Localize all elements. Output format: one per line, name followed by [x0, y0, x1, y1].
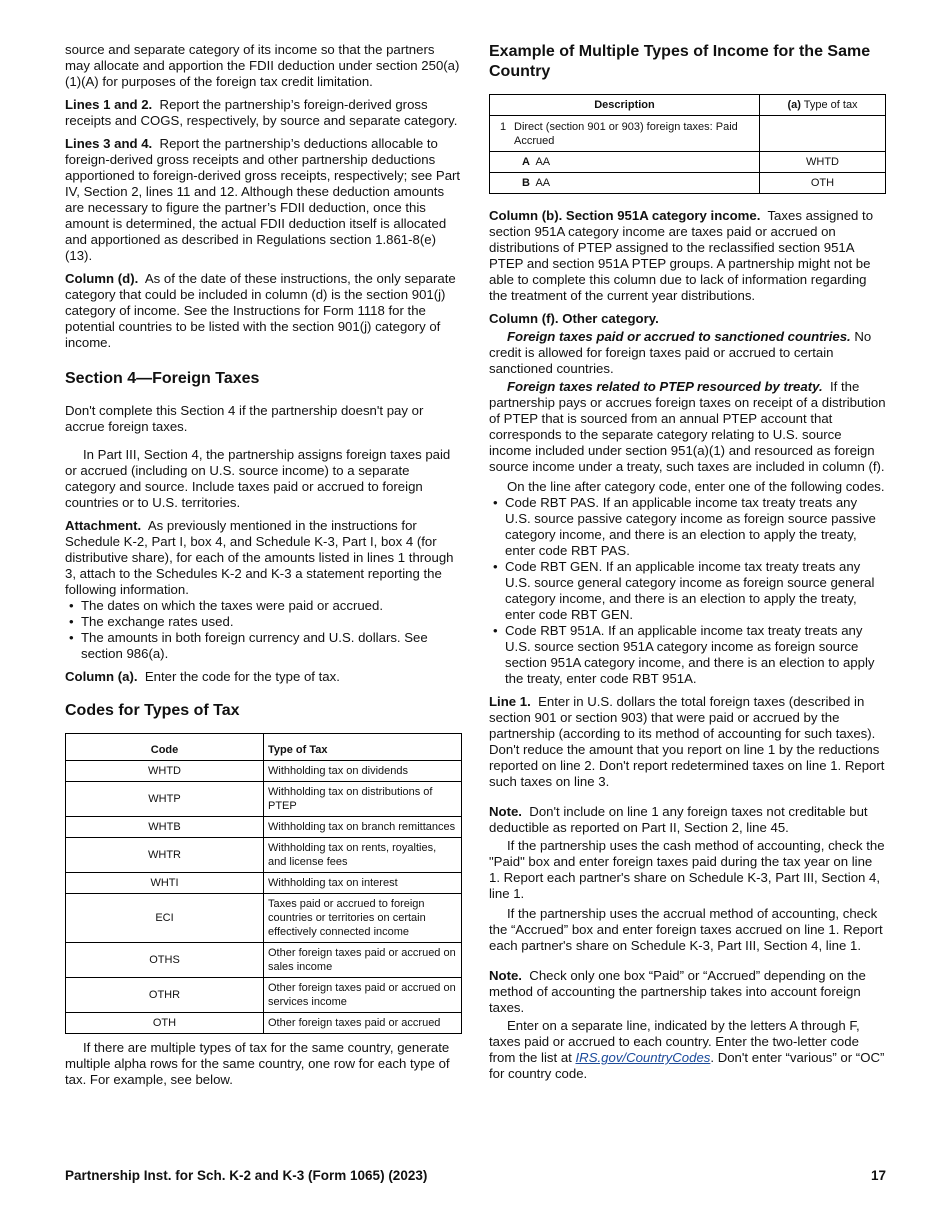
- rbt-code-list: [489, 495, 886, 687]
- code-cell: ECI: [66, 894, 264, 943]
- left-column: [65, 42, 462, 1095]
- line-number: 1: [500, 120, 507, 133]
- table-row: [490, 116, 886, 152]
- table-header-row: [66, 734, 462, 761]
- note-1-text: Don't include on line 1 any foreign taxes not creditable but deductible as reported on Part II, Section 2, line 45.: [489, 804, 868, 835]
- note-2-paragraph: [489, 968, 886, 1016]
- cash-method-paragraph: If the partnership uses the cash method of accounting, check the "Paid" box and enter foreign taxes paid during the tax year on line 1. Report each partner's share on Schedule K-3, Part III, Section 4, line 1.: [489, 838, 885, 901]
- section-4-intro: Don't complete this Section 4 if the partnership doesn't pay or accrue foreign taxes.: [65, 403, 424, 434]
- right-column: [489, 42, 886, 1089]
- code-cell: WHTD: [66, 761, 264, 782]
- type-cell: Withholding tax on dividends: [264, 761, 462, 782]
- type-cell: Withholding tax on interest: [264, 873, 462, 894]
- column-b-heading: Column (b). Section 951A category income.: [489, 208, 761, 223]
- ptep-paragraph: [489, 379, 886, 475]
- column-d-paragraph: [65, 271, 462, 351]
- code-cell: OTH: [66, 1013, 264, 1034]
- code-cell: WHTR: [66, 838, 264, 873]
- note-2-heading: Note.: [489, 968, 522, 983]
- type-column-header: Type of Tax: [264, 734, 462, 761]
- line-1-heading: Line 1.: [489, 694, 531, 709]
- sanctioned-heading: Foreign taxes paid or accrued to sanctioned countries.: [507, 329, 851, 344]
- accrual-method-paragraph: If the partnership uses the accrual method of accounting, check the “Accrued” box and enter foreign taxes accrued on line 1. Report each partner's share on Schedule K-3, Part III, Section 4, line 1.: [489, 906, 883, 953]
- line-1-text: Enter in U.S. dollars the total foreign taxes (described in section 901 or section 903) that were paid or accrued by the partnership (according to its method of accounting for such taxes). Don't reduce the amount that you report on line 1 by the reductions reported on line 2. Don't report redetermined taxes on line 1. Report such taxes on line 3.: [489, 694, 885, 789]
- footer-title: Partnership Inst. for Sch. K-2 and K-3 (Form 1065) (2023): [65, 1168, 428, 1183]
- example-table: [489, 94, 886, 194]
- codes-title: Codes for Types of Tax: [65, 702, 240, 719]
- example-title: Example of Multiple Types of Income for the Same Country: [489, 43, 871, 80]
- page-number: 17: [870, 1168, 886, 1183]
- code-cell: WHTI: [66, 873, 264, 894]
- type-cell: Withholding tax on distributions of PTEP: [264, 782, 462, 817]
- table-row: [66, 761, 462, 782]
- description-column-header: Description: [490, 95, 760, 116]
- code-cell: WHTB: [66, 817, 264, 838]
- country-codes-link[interactable]: IRS.gov/CountryCodes: [575, 1050, 711, 1065]
- column-a-text: Enter the code for the type of tax.: [144, 669, 340, 684]
- list-item: • Code RBT 951A. If an applicable income tax treaty treats any U.S. source section 951A category income as foreign source section 951A category income, and there is an election to apply the treaty, enter code RBT 951A.: [489, 623, 886, 687]
- lines-1-2-heading: Lines 1 and 2.: [65, 97, 153, 112]
- attachment-bullet-list: [65, 598, 462, 662]
- column-b-paragraph: [489, 208, 886, 304]
- note-1-heading: Note.: [489, 804, 522, 819]
- lines-3-4-heading: Lines 3 and 4.: [65, 136, 153, 151]
- separate-line-text: Enter on a separate line, indicated by the letters A through F, taxes paid or accrued to each country. Enter the two-letter code from the list at: [489, 1018, 860, 1065]
- type-cell: Withholding tax on branch remittances: [264, 817, 462, 838]
- column-b-text: Taxes assigned to section 951A category income are taxes paid or accrued on distributions of PTEP assigned to the reclassified section 951A PTEP and section 951A PTEP groups. A partnership might not be able to complete this column due to lack of information regarding the treatment of the current year distributions.: [489, 208, 874, 303]
- column-d-heading: Column (d).: [65, 271, 139, 286]
- ptep-heading: Foreign taxes related to PTEP resourced by treaty.: [507, 379, 823, 394]
- row-letter: B: [522, 177, 530, 189]
- country-code: AA: [535, 156, 551, 168]
- multiple-types-paragraph: If there are multiple types of tax for the same country, generate multiple alpha rows for the same country, one row for each type of tax. For example, see below.: [65, 1040, 450, 1087]
- codes-table: [65, 733, 462, 1034]
- line-1-type-cell: [760, 116, 886, 152]
- list-item: • Code RBT PAS. If an applicable income tax treaty treats any U.S. source passive category income as foreign source passive category income, and there is an election to apply the treaty, enter code RBT PAS.: [489, 495, 886, 559]
- attachment-text: As previously mentioned in the instructions for Schedule K-2, Part I, box 4, and Schedule K-3, Part I, box 4 (for distributive share), for each of the amounts listed in lines 1 through 3, attach to the Schedules K-2 and K-3 a statement reporting the following information.: [65, 518, 454, 597]
- row-b-description: [490, 173, 760, 194]
- table-row: [66, 1013, 462, 1034]
- table-row: [66, 782, 462, 817]
- row-b-type: OTH: [760, 173, 886, 194]
- table-row: [66, 838, 462, 873]
- fdii-paragraph: source and separate category of its income so that the partners may allocate and apportion the FDII deduction under section 250(a)(1)(A) for purposes of the foreign tax credit limitation.: [65, 42, 460, 89]
- table-row: [66, 978, 462, 1013]
- list-item: • The amounts in both foreign currency and U.S. dollars. See section 986(a).: [65, 630, 462, 662]
- code-cell: OTHR: [66, 978, 264, 1013]
- attachment-paragraph: [65, 518, 462, 598]
- column-a-paragraph: [65, 669, 462, 685]
- type-cell: Other foreign taxes paid or accrued on services income: [264, 978, 462, 1013]
- type-cell: Taxes paid or accrued to foreign countries or territories on certain effectively connected income: [264, 894, 462, 943]
- lines-3-4-text: Report the partnership’s deductions allocable to foreign-derived gross receipts and other partnership deductions apportioned to foreign-derived gross receipts, respectively; see Part IV, Section 2, lines 11 and 12. Although these deduction amounts are necessary to figure the partner’s FDII deduction, once this amount is determined, the actual FDII deduction itself is allocated and apportioned as described in Regulations section 1.861-8(e)(13).: [65, 136, 461, 263]
- table-row: [66, 943, 462, 978]
- type-cell: Withholding tax on rents, royalties, and license fees: [264, 838, 462, 873]
- line-1-description: [490, 116, 760, 152]
- column-a-label: (a): [787, 99, 801, 111]
- type-of-tax-label: Type of tax: [800, 99, 858, 111]
- attachment-heading: Attachment.: [65, 518, 142, 533]
- line-1-text: Direct (section 901 or 903) foreign taxes: Paid Accrued: [514, 120, 738, 147]
- column-a-heading: Column (a).: [65, 669, 138, 684]
- section-4-title: Section 4—Foreign Taxes: [65, 370, 260, 387]
- lines-1-2-text: Report the partnership’s foreign-derived gross receipts and COGS, respectively, by source and separate category.: [65, 97, 458, 128]
- code-cell: OTHS: [66, 943, 264, 978]
- lines-1-2-paragraph: [65, 97, 462, 129]
- list-item: • Code RBT GEN. If an applicable income tax treaty treats any U.S. source general category income as foreign source general category income, and there is an election to apply the treaty, enter code RBT GEN.: [489, 559, 886, 623]
- table-row: [490, 152, 886, 173]
- table-row: [66, 873, 462, 894]
- type-of-tax-column-header: [760, 95, 886, 116]
- sanctioned-paragraph: [489, 329, 886, 377]
- table-row: [66, 894, 462, 943]
- note-1-paragraph: [489, 804, 886, 836]
- ptep-text: If the partnership pays or accrues foreign taxes on receipt of a distribution of PTEP that is sourced from an annual PTEP account that corresponds to the separate category relating to U.S. source income included under section 951(a)(1) and resourced as foreign source income under a treaty, such taxes are included in column (f).: [489, 379, 886, 474]
- country-code: AA: [535, 177, 551, 189]
- code-column-header: Code: [66, 734, 264, 761]
- page-footer: [65, 1168, 886, 1184]
- lines-3-4-paragraph: [65, 136, 462, 264]
- list-item: • The exchange rates used.: [65, 614, 462, 630]
- sanctioned-text: No credit is allowed for foreign taxes paid or accrued to certain sanctioned countries.: [489, 329, 872, 376]
- type-cell: Other foreign taxes paid or accrued: [264, 1013, 462, 1034]
- code-cell: WHTP: [66, 782, 264, 817]
- note-2-text: Check only one box “Paid” or “Accrued” depending on the method of accounting the partnership takes into account foreign taxes.: [489, 968, 866, 1015]
- section-4-assign-paragraph: In Part III, Section 4, the partnership assigns foreign taxes paid or accrued (including on U.S. source income) to a separate category and source. Include taxes paid or accrued to foreign countries or to U.S. territories.: [65, 447, 451, 510]
- separate-line-paragraph: [489, 1018, 886, 1082]
- line-after-category-paragraph: On the line after category code, enter one of the following codes.: [507, 479, 885, 494]
- column-f-heading: Column (f). Other category.: [489, 311, 659, 326]
- table-row: [490, 173, 886, 194]
- table-row: [66, 817, 462, 838]
- list-item: • The dates on which the taxes were paid or accrued.: [65, 598, 462, 614]
- row-a-description: [490, 152, 760, 173]
- row-a-type: WHTD: [760, 152, 886, 173]
- separate-line-text-end: . Don't enter “various” or “OC” for country code.: [489, 1050, 885, 1081]
- line-1-paragraph: [489, 694, 886, 790]
- row-letter: A: [522, 156, 530, 168]
- type-cell: Other foreign taxes paid or accrued on sales income: [264, 943, 462, 978]
- table-header-row: [490, 95, 886, 116]
- column-d-text: As of the date of these instructions, the only separate category that could be included in column (d) is the section 901(j) category of income. See the Instructions for Form 1118 for the potential countries to be listed with the section 901(j) category of income.: [65, 271, 456, 350]
